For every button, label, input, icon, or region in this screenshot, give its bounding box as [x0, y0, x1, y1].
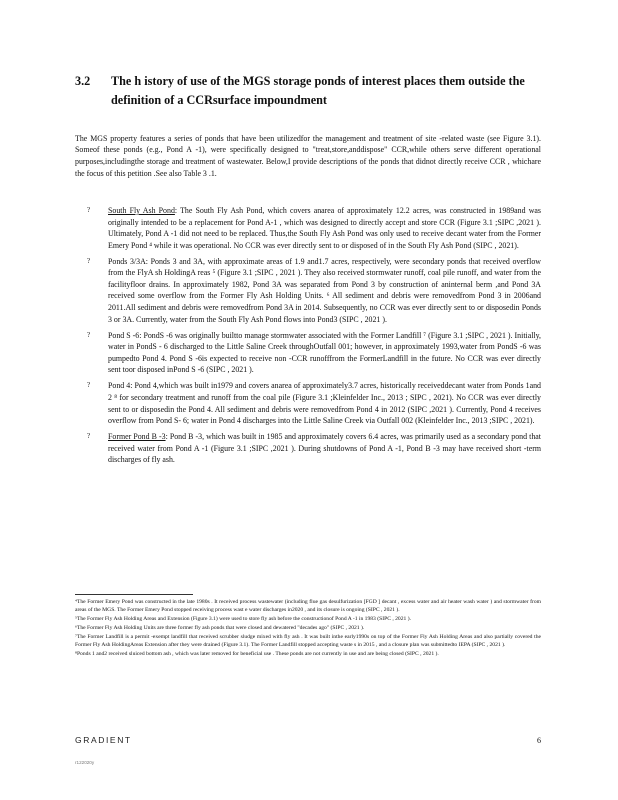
section-heading: [75, 72, 575, 110]
footnote-divider: [75, 594, 193, 595]
footnotes: [75, 598, 541, 658]
page-number: 6: [537, 736, 541, 745]
pond-item-s-6: [87, 330, 541, 376]
bullet-marker: ?: [87, 381, 91, 390]
pond-item-lead: Former Pond B -3: [108, 432, 166, 442]
pond-item-ponds-3-3a: [87, 256, 541, 325]
pond-item-text: : Pond B -3, which was built in 1985 and approximately covers 6.4 acres, was primarily used as a secondary pond that received water from Pond A -1 (Figure 3.1 ;SIPC ,2021 ). During shutdowns of Pond A -1, Pond B -3 may have received short -term discharges of fly ash.: [108, 432, 541, 465]
footnote: ⁴The Former Emery Pond was constructed in the late 1980s . It received process wastewater (including flue gas desulfurization [FGD ] decant , excess water and air heater wash water ) and stormwater from areas of the MGS. The Former Emery Pond stopped receiving process wast e water discharges in2020 , and its closure is ongoing (SIPC , 2021 ).: [75, 599, 541, 614]
bullet-marker: ?: [87, 206, 91, 214]
bullet-marker: ?: [87, 330, 91, 339]
pond-item-pond-4: [87, 380, 541, 426]
document-id: r122020y: [75, 760, 95, 765]
pond-item-lead: South Fly Ash Pond: [108, 206, 175, 215]
footnote: ⁷The Former Landfill is a permit -exempt landfill that received scrubber sludge mixed with fly ash . It was built inthe early1990s on top of the Former Fly Ash Holding Areas and also partially covered the Former Fly Ash HoldingAreas Extension after they were drained (Figure 3.1). The Former Landfill stopped accepting waste s in 2015 , and a closure plan was submittedto IEPA (SIPC , 2021 ).: [75, 633, 541, 648]
pond-item-text: Pond S -6: PondS -6 was originally builtto manage stormwater associated with the Former Landfill ⁷ (Figure 3.1 ;SIPC , 2021 ). Initially, water in PondS - 6 discharged to the Little Saline Creek throughOutfall 001; however, in approximately 1993,water from PondS -6 was pumpedto Pond 4. Pond S -6is expected to receive non -CCR runofffrom the FormerLandfill in the future. No CCR was ever directly sent toor disposed inPond S -6 (SIPC , 2021 ).: [108, 330, 541, 375]
bullet-marker: ?: [87, 256, 91, 265]
footnote: ⁸Ponds 1 and2 received sluiced bottom ash , which was later removed for beneficial use . These ponds are not currently in use and are being closed (SIPC , 2021 ).: [75, 650, 439, 657]
footnote: ⁵The Former Fly Ash Holding Areas and Extension (Figure 3.1) were used to store fly ash before the constructionof Pond A -1 in 1983 (SIPC , 2021 ).: [75, 616, 411, 622]
pond-item-text: Ponds 3/3A: Ponds 3 and 3A, with approximate areas of 1.9 and1.7 acres, respectively, were secondary ponds that received overflow from the FlyA sh HoldingA reas ⁵ (Figure 3.1 ;SIPC , 2021 ). They also received stormwater runoff, coal pile runoff, and water from the facilityfloor drains. In approximately 1982, Pond 3A was separated from Pond 3 by construction of aninternal berm ,and Pond 3A received some overflow from the Former Fly Ash Holding Units. ⁶ All sediment and debris were removedfrom Pond 3 in 2006and 2011.All sediment and debris were removedfrom Pond 3A in 2014. Subsequently, no CCR was ever directly sent to or disposedin Ponds 3 or 3A. Currently, water from the South Fly Ash Pond flows into Pond3 (SIPC , 2021 ).: [108, 256, 541, 324]
company-logo: GRADIENT: [75, 735, 132, 745]
section-title: The h istory of use of the MGS storage ponds of interest places them outside the definition of a CCRsurface impoundment: [111, 74, 525, 107]
pond-item-text: Pond 4: Pond 4,which was built in1979 and covers anarea of approximately3.7 acres, historically receiveddecant water from Ponds 1and 2 ⁸ for secondary treatment and runoff from the coal pile (Figure 3.1 ;Kleinfelder Inc., 2013 ; SIPC , 2021). No CCR was ever directly sent to or disposedin the Pond 4. All sediment and debris were removedfrom Pond 4 in 2012 (SIPC ,2021 ). Currently, Pond 4 receives overflow from Pond S- 6; water in Pond 4 discharges into the Little Saline Creek via Outfall 002 (Kleinfelder Inc., 2013 ;SIPC , 2021).: [108, 381, 541, 426]
footnote: ⁶The Former Fly Ash Holding Units are three former fly ash ponds that were closed and dewatered "decades ago" (SIPC , 2021 ).: [75, 624, 365, 631]
bullet-marker: ?: [87, 432, 91, 441]
pond-item-text: : The South Fly Ash Pond, which covers anarea of approximately 12.2 acres, was constructed in 1989and was originally intended to be a replacement for Pond A-1 , which was designed to directly accept and store CCR (Figure 3.1 ;SIPC ,2021 ). Ultimately, Pond A -1 did not need to be replaced. Thus,the South Fly Ash Pond was only used to receive decant water from the Former Emery Pond ⁴ while it was operational. No CCR was ever directly sent to or disposed of in the South Fly Ash Pond (SIPC , 2021).: [108, 206, 541, 250]
pond-item-b-3: [87, 431, 541, 466]
pond-list: [87, 205, 541, 470]
intro-paragraph: The MGS property features a series of ponds that have been utilizedfor the management and treatment of site -related waste (see Figure 3.1). Someof these ponds (e.g., Pond A -1), were specifically designed to "treat,store,anddispose" CCR,while others serve different operational purposes,includingthe storage and treatment of wastewater. Below,I provide descriptions of the ponds that didnot directly receive CCR , whichare the focus of this petition .See also Table 3 .1.: [75, 133, 541, 178]
pond-item-south-fly-ash: [87, 205, 541, 251]
section-number: 3.2: [75, 74, 91, 88]
